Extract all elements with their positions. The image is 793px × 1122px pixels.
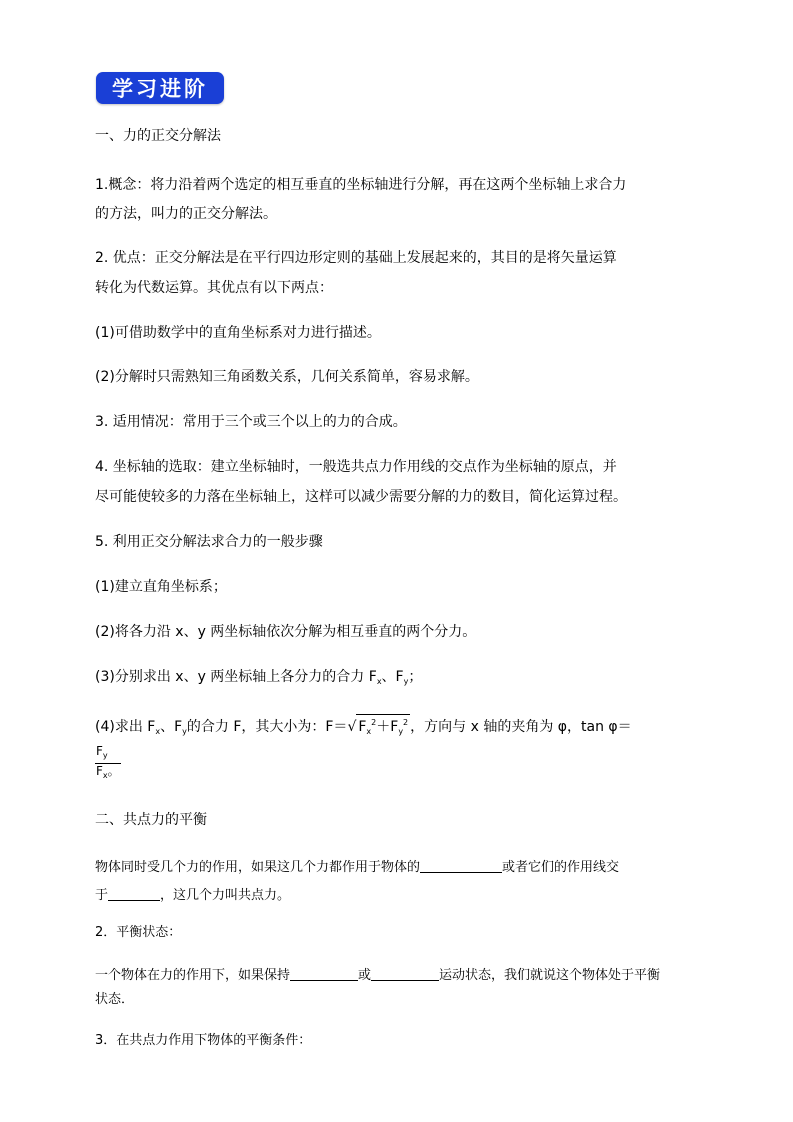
advantage-line-1: 2. 优点：正交分解法是在平行四边形定则的基础上发展起来的，其目的是将矢量运算 [95, 250, 617, 266]
equilibrium-state-heading: 2．平衡状态： [95, 925, 182, 940]
step-3: (3)分别求出 x、y 两坐标轴上各分力的合力 $F_x$、$F_y$； [95, 669, 423, 686]
equilibrium-state-line-1: 一个物体在力的作用下，如果保持 或 运动状态，我们就说这个物体处于平衡 [95, 968, 661, 983]
step-4: (4)求出 $F_x$、$F_y$的合力 F，其大小为：F＝√ $F_x^2+F_y^2$ ，方向与 x 轴的夹角为 φ，tan φ＝ [95, 714, 632, 740]
axis-choice-line-1: 4. 坐标轴的选取：建立坐标轴时，一般选共点力作用线的交点作为坐标轴的原点，并 [95, 459, 617, 475]
usage-paragraph: 3. 适用情况：常用于三个或三个以上的力的合成。 [95, 414, 407, 430]
section-1-title: 一、力的正交分解法 [95, 128, 221, 144]
fill-in-blank-4[interactable] [371, 966, 439, 981]
step-1: (1)建立直角坐标系； [95, 579, 227, 595]
fill-in-blank-1[interactable] [420, 858, 502, 873]
fill-in-blank-2[interactable] [108, 886, 160, 901]
fraction-denominator: $F_x$。 [96, 764, 120, 780]
fraction-numerator: $F_y$ [95, 744, 121, 764]
radical-sign-icon: √ [347, 719, 357, 735]
concurrent-force-line-2: 于 ，这几个力叫共点力。 [95, 888, 291, 903]
step-2: (2)将各力沿 x、y 两坐标轴依次分解为相互垂直的两个分力。 [95, 624, 477, 640]
concurrent-force-line-1: 物体同时受几个力的作用，如果这几个力都作用于物体的 或者它们的作用线交 [95, 860, 620, 875]
steps-heading: 5. 利用正交分解法求合力的一般步骤 [95, 534, 323, 550]
advantage-item-2: (2)分解时只需熟知三角函数关系，几何关系简单，容易求解。 [95, 369, 479, 385]
concept-line-1: 1.概念：将力沿着两个选定的相互垂直的坐标轴进行分解，再在这两个坐标轴上求合力 [95, 177, 627, 193]
equilibrium-condition-heading: 3．在共点力作用下物体的平衡条件： [95, 1033, 312, 1048]
tan-fraction [95, 744, 121, 783]
equilibrium-state-line-2: 状态． [95, 992, 135, 1007]
advantage-item-1: (1)可借助数学中的直角坐标系对力进行描述。 [95, 325, 381, 341]
sqrt-expression: √ $F_x^2+F_y^2$ [347, 714, 410, 740]
advantage-line-2: 转化为代数运算。其优点有以下两点： [95, 280, 333, 296]
section-banner: 学习进阶 [96, 72, 224, 104]
section-2-title: 二、共点力的平衡 [95, 812, 207, 828]
axis-choice-line-2: 尽可能使较多的力落在坐标轴上，这样可以减少需要分解的力的数目，简化运算过程。 [95, 489, 627, 505]
concept-line-2: 的方法，叫力的正交分解法。 [95, 206, 277, 222]
fill-in-blank-3[interactable] [290, 966, 358, 981]
